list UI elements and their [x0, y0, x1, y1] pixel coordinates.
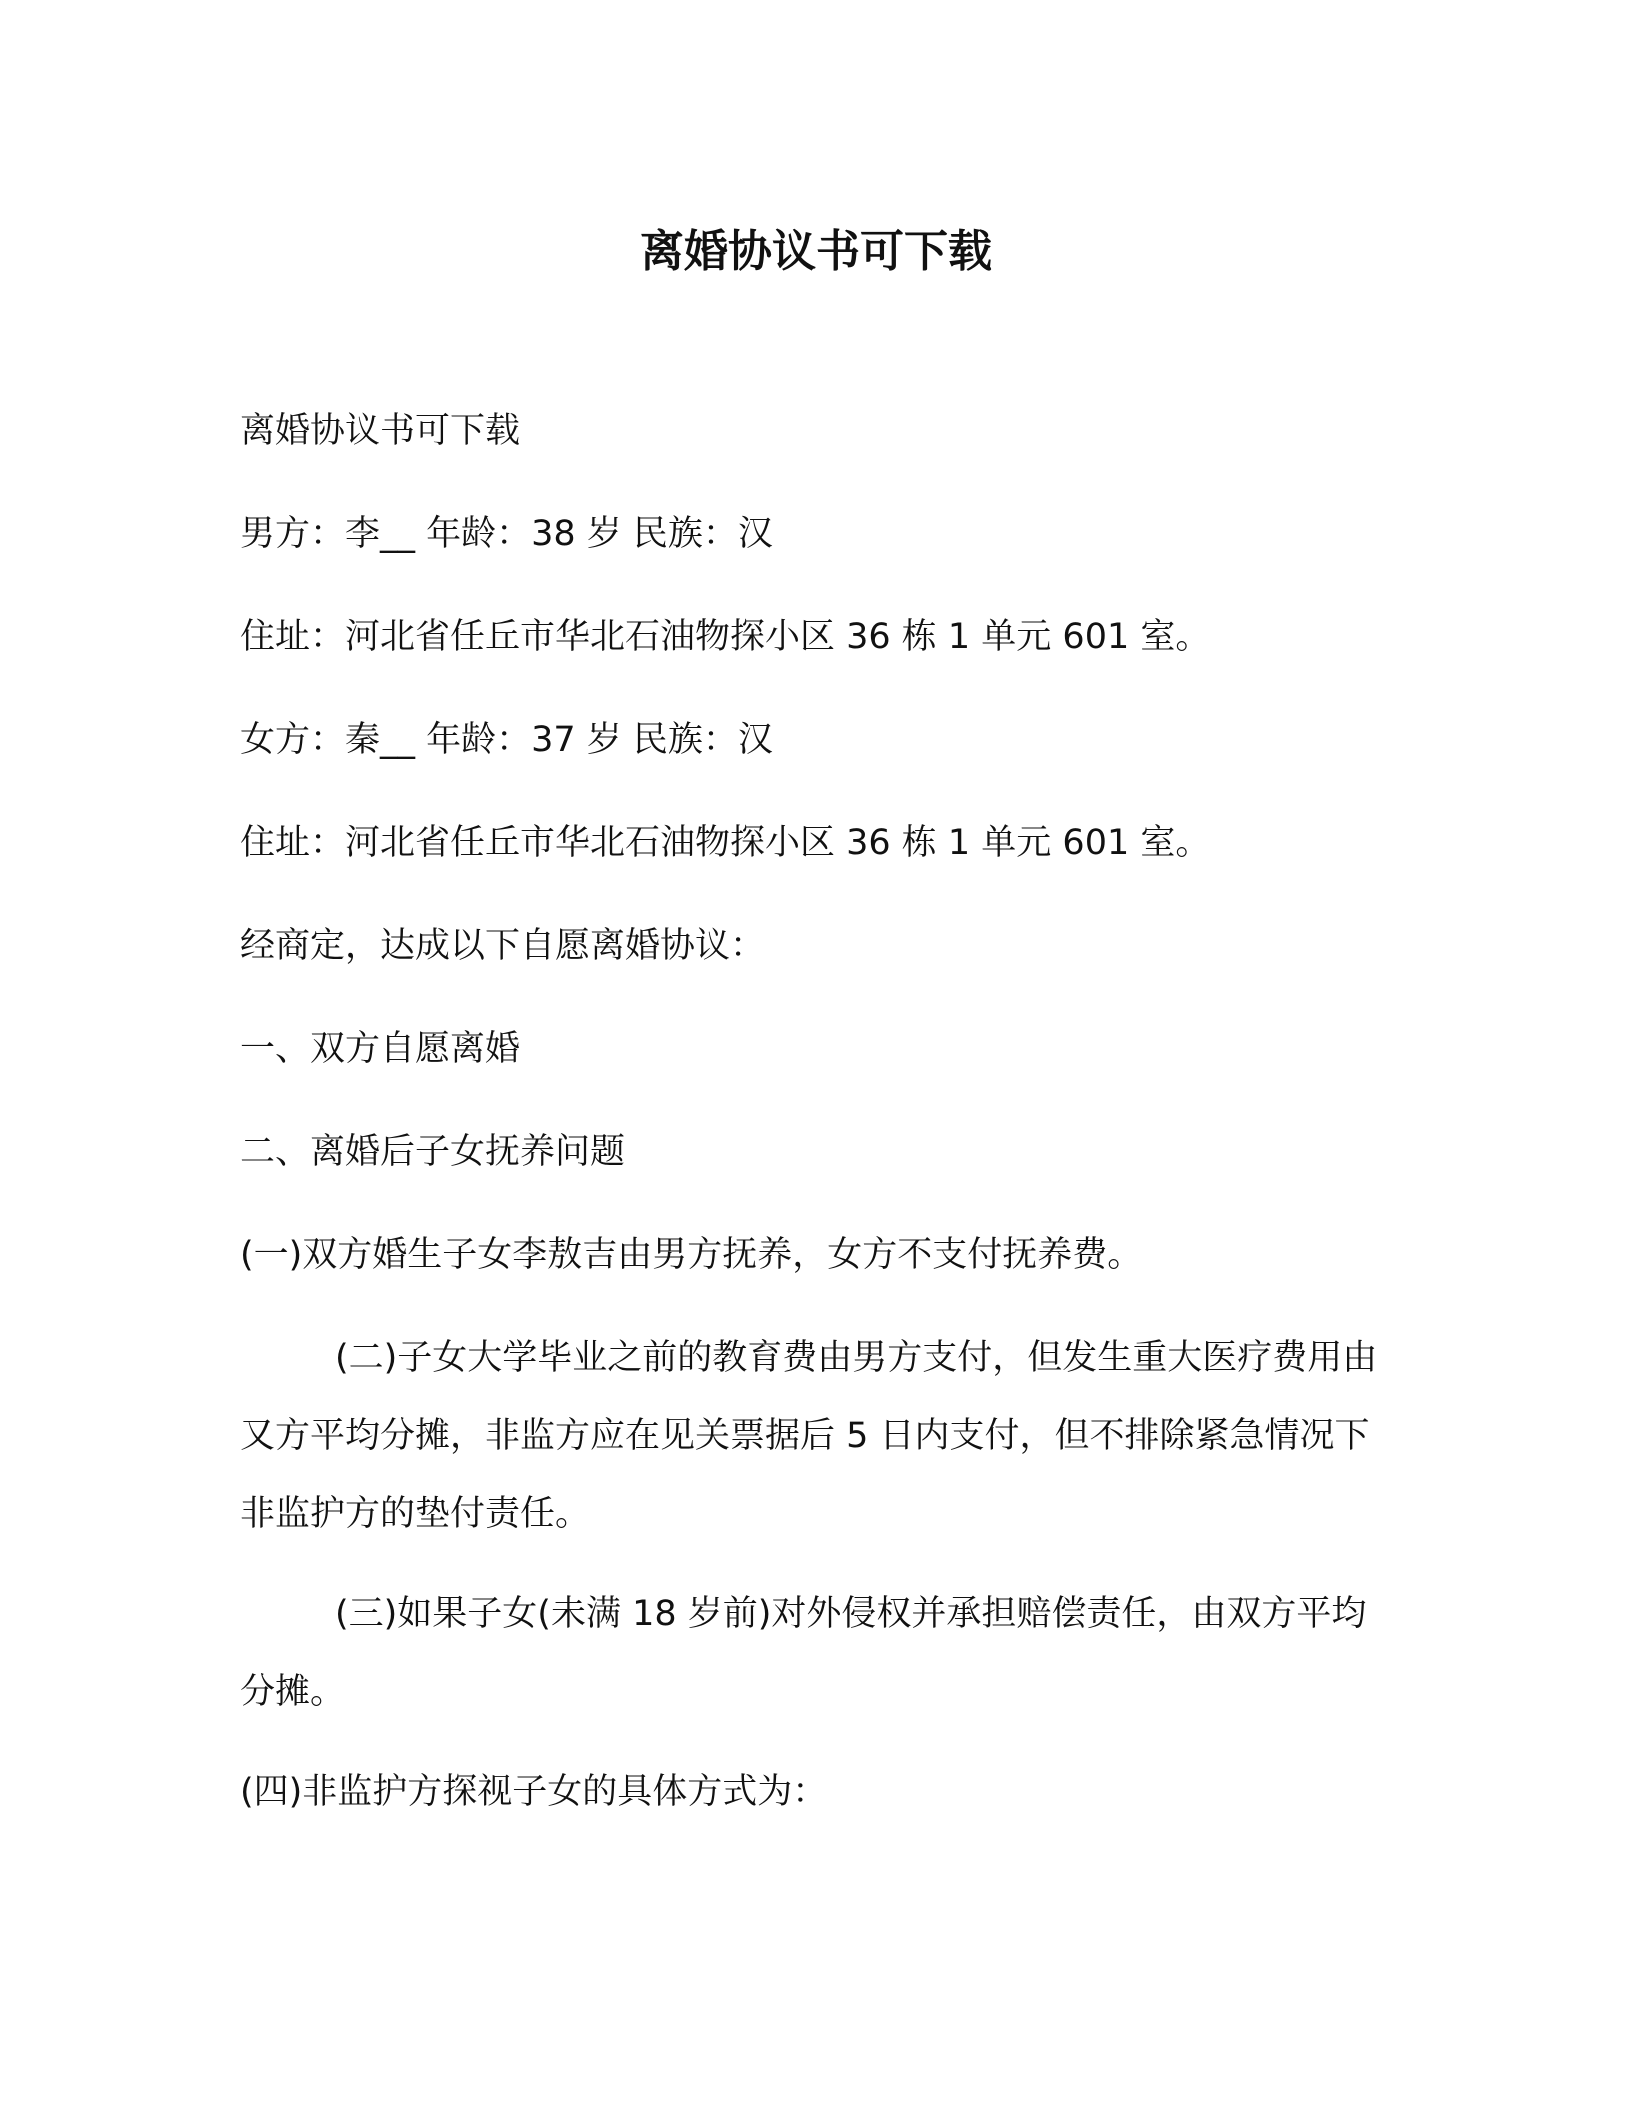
paragraph-clause-2: (二)子女大学毕业之前的教育费由男方支付，但发生重大医疗费用由又方平均分摊，非监方应在见关票据后 5 日内支付，但不排除紧急情况下非监护方的垫付责任。 [240, 1338, 1378, 1534]
document-title: 离婚协议书可下载 [640, 226, 992, 277]
paragraph-clause-1: (一)双方婚生子女李敖吉由男方抚养，女方不支付抚养费。 [240, 1235, 1143, 1275]
paragraph-female-address: 住址：河北省任丘市华北石油物探小区 36 栋 1 单元 601 室。 [240, 823, 1211, 863]
paragraph-male-party: 男方：李__ 年龄：38 岁 民族：汉 [240, 514, 773, 554]
paragraph-section-2: 二、离婚后子女抚养问题 [240, 1132, 626, 1172]
paragraph-female-party: 女方：秦__ 年龄：37 岁 民族：汉 [240, 720, 773, 760]
paragraph-clause-4: (四)非监护方探视子女的具体方式为： [240, 1772, 828, 1812]
paragraph-agreement-intro: 经商定，达成以下自愿离婚协议： [240, 926, 766, 966]
paragraph-male-address: 住址：河北省任丘市华北石油物探小区 36 栋 1 单元 601 室。 [240, 617, 1211, 657]
paragraph-section-1: 一、双方自愿离婚 [240, 1029, 521, 1069]
paragraph-clause-3: (三)如果子女(未满 18 岁前)对外侵权并承担赔偿责任，由双方平均分摊。 [240, 1594, 1367, 1712]
paragraph-heading: 离婚协议书可下载 [240, 411, 521, 451]
